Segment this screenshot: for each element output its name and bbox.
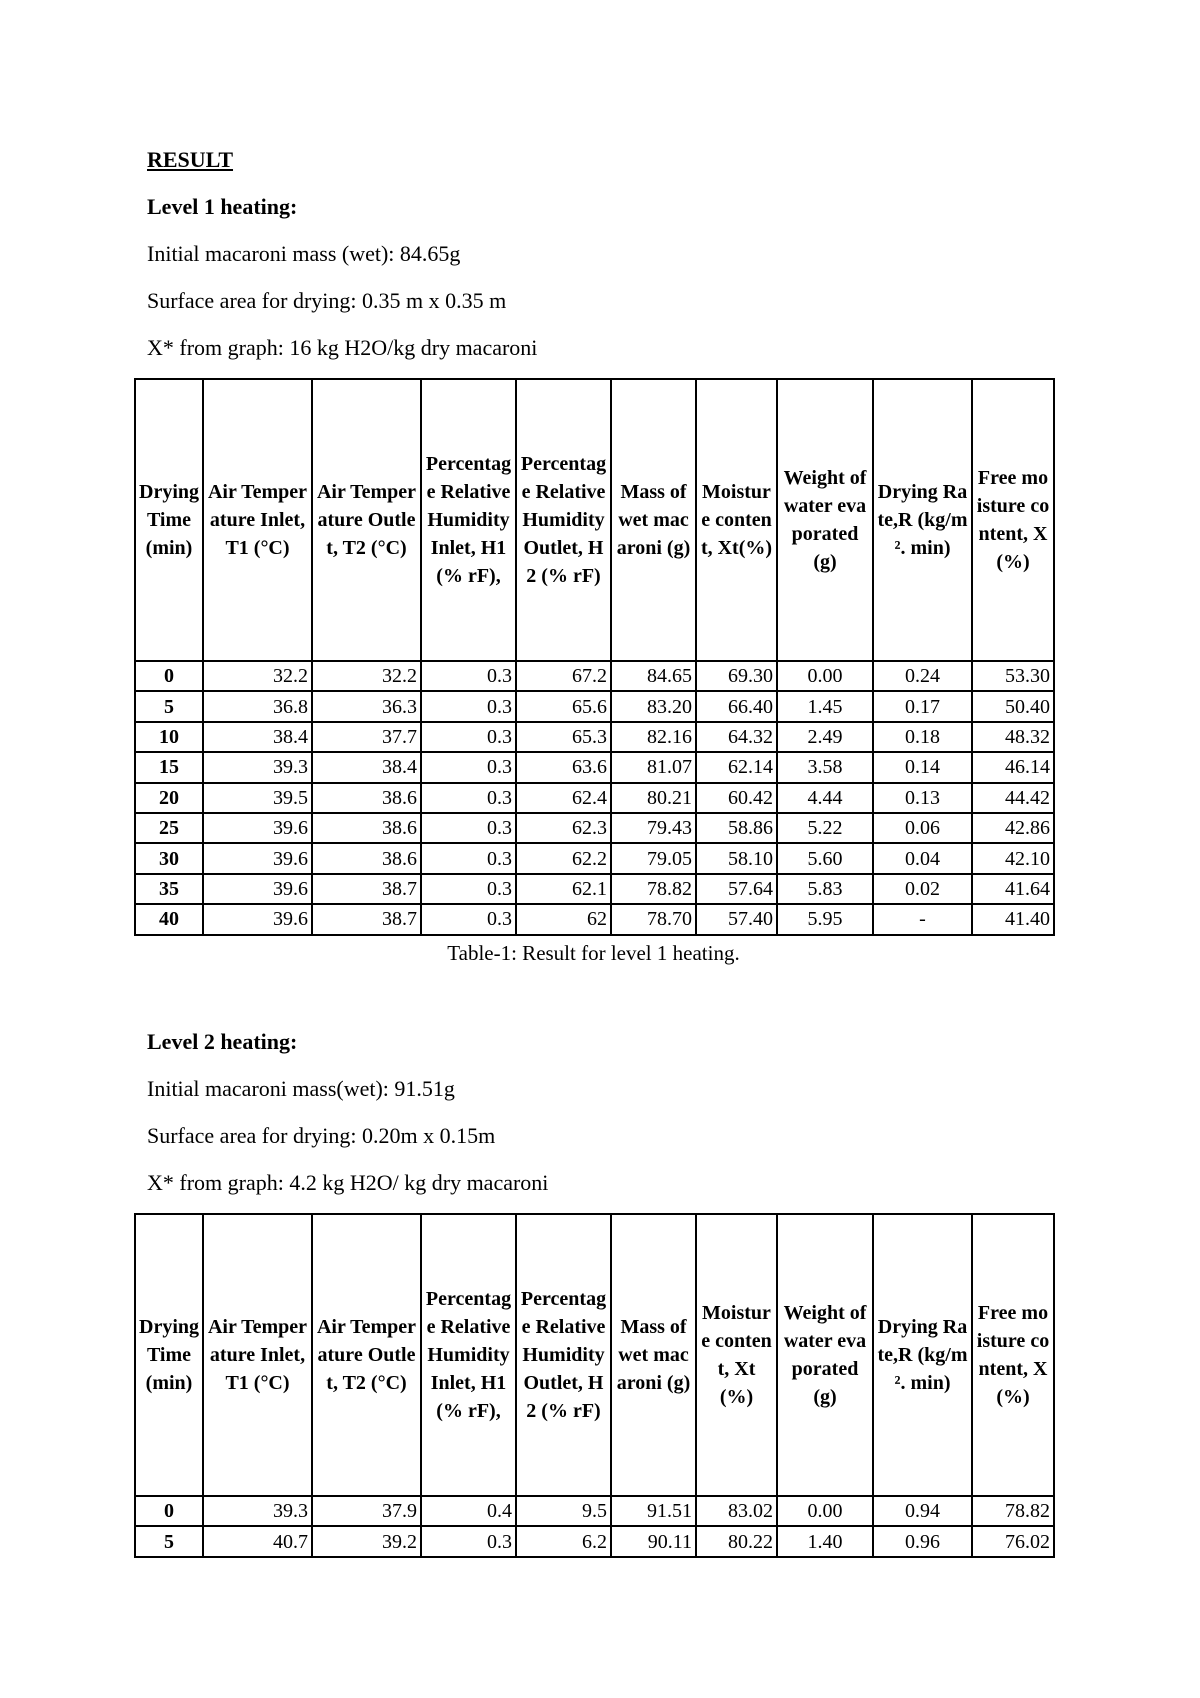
table-row (135, 783, 1054, 813)
col-humidity-outlet: Percentage Relative Humidity Outlet, H2 (% rF) (516, 1214, 611, 1496)
cell: 80.21 (611, 783, 696, 813)
cell: 41.64 (972, 874, 1054, 904)
cell: 5 (135, 691, 203, 721)
cell: 62 (516, 904, 611, 934)
cell: 0.04 (873, 843, 972, 873)
cell: 0.17 (873, 691, 972, 721)
cell: 3.58 (777, 752, 873, 782)
level2-surface-area: Surface area for drying: 0.20m x 0.15m (147, 1123, 496, 1148)
result-heading: RESULT (147, 147, 234, 172)
table-row (135, 661, 1054, 691)
table-header-row (135, 379, 1054, 661)
cell: 39.5 (203, 783, 312, 813)
cell: 42.86 (972, 813, 1054, 843)
col-air-temp-outlet: Air Temperature Outlet, T2 (°C) (312, 1214, 421, 1496)
cell: 0.3 (421, 722, 516, 752)
cell: 37.7 (312, 722, 421, 752)
cell: 40 (135, 904, 203, 934)
cell: 25 (135, 813, 203, 843)
cell: 58.10 (696, 843, 777, 873)
cell: 38.7 (312, 904, 421, 934)
cell: 39.6 (203, 843, 312, 873)
cell: 0.3 (421, 874, 516, 904)
cell: 0.3 (421, 1526, 516, 1556)
col-moisture-content: Moisture content, Xt (%) (696, 1214, 777, 1496)
cell: 65.3 (516, 722, 611, 752)
cell: 39.6 (203, 904, 312, 934)
cell: 62.14 (696, 752, 777, 782)
cell: 50.40 (972, 691, 1054, 721)
cell: 39.6 (203, 874, 312, 904)
cell: 38.7 (312, 874, 421, 904)
cell: 39.3 (203, 1496, 312, 1526)
cell: 64.32 (696, 722, 777, 752)
cell: 53.30 (972, 661, 1054, 691)
cell: 0.13 (873, 783, 972, 813)
cell: 79.05 (611, 843, 696, 873)
cell: 1.45 (777, 691, 873, 721)
level1-surface-area: Surface area for drying: 0.35 m x 0.35 m (147, 288, 507, 313)
col-drying-time: Drying Time (min) (135, 379, 203, 661)
table-row (135, 1526, 1054, 1556)
cell: 0.3 (421, 661, 516, 691)
level2-results-table (134, 1213, 1055, 1558)
cell: 0.00 (777, 661, 873, 691)
cell: 40.7 (203, 1526, 312, 1556)
cell: 57.40 (696, 904, 777, 934)
cell: 66.40 (696, 691, 777, 721)
cell: 0.00 (777, 1496, 873, 1526)
cell: 2.49 (777, 722, 873, 752)
cell: 44.42 (972, 783, 1054, 813)
cell: 0.3 (421, 783, 516, 813)
table-row (135, 1496, 1054, 1526)
cell: 5 (135, 1526, 203, 1556)
level2-initial-mass: Initial macaroni mass(wet): 91.51g (147, 1076, 455, 1101)
cell: 38.4 (312, 752, 421, 782)
col-air-temp-outlet: Air Temperature Outlet, T2 (°C) (312, 379, 421, 661)
cell: 48.32 (972, 722, 1054, 752)
col-drying-time: Drying Time (min) (135, 1214, 203, 1496)
col-water-evaporated: Weight of water evaporated (g) (777, 1214, 873, 1496)
cell: 78.82 (972, 1496, 1054, 1526)
cell: 0 (135, 1496, 203, 1526)
cell: 90.11 (611, 1526, 696, 1556)
cell: 81.07 (611, 752, 696, 782)
cell: 6.2 (516, 1526, 611, 1556)
cell: 1.40 (777, 1526, 873, 1556)
cell: 10 (135, 722, 203, 752)
cell: 84.65 (611, 661, 696, 691)
cell: 0.3 (421, 843, 516, 873)
level1-x-star: X* from graph: 16 kg H2O/kg dry macaroni (147, 335, 538, 360)
cell: 0.24 (873, 661, 972, 691)
col-humidity-inlet: Percentage Relative Humidity Inlet, H1 (% rF), (421, 379, 516, 661)
table-row (135, 904, 1054, 934)
cell: 0.3 (421, 752, 516, 782)
level1-title: Level 1 heating: (147, 194, 298, 219)
cell: 42.10 (972, 843, 1054, 873)
cell: 32.2 (312, 661, 421, 691)
cell: 78.82 (611, 874, 696, 904)
cell: 0.3 (421, 813, 516, 843)
cell: 62.1 (516, 874, 611, 904)
cell: 4.44 (777, 783, 873, 813)
cell: 38.6 (312, 843, 421, 873)
table-row (135, 722, 1054, 752)
table1-caption: Table-1: Result for level 1 heating. (447, 941, 740, 965)
cell: 0.3 (421, 904, 516, 934)
cell: 0.3 (421, 691, 516, 721)
level2-x-star: X* from graph: 4.2 kg H2O/ kg dry macaroni (147, 1170, 549, 1195)
cell: 30 (135, 843, 203, 873)
col-mass-wet: Mass of wet macaroni (g) (611, 1214, 696, 1496)
table-header-row (135, 1214, 1054, 1496)
cell: 9.5 (516, 1496, 611, 1526)
col-free-moisture: Free moisture content, X (%) (972, 1214, 1054, 1496)
cell: 79.43 (611, 813, 696, 843)
cell: 38.6 (312, 783, 421, 813)
cell: 62.4 (516, 783, 611, 813)
cell: 83.20 (611, 691, 696, 721)
cell: 5.22 (777, 813, 873, 843)
cell: 69.30 (696, 661, 777, 691)
col-drying-rate: Drying Rate,R (kg/m². min) (873, 1214, 972, 1496)
cell: 67.2 (516, 661, 611, 691)
cell: 38.6 (312, 813, 421, 843)
cell: 0.18 (873, 722, 972, 752)
cell: 15 (135, 752, 203, 782)
cell: 82.16 (611, 722, 696, 752)
cell: 35 (135, 874, 203, 904)
col-air-temp-inlet: Air Temperature Inlet, T1 (°C) (203, 379, 312, 661)
cell: 39.6 (203, 813, 312, 843)
table-row (135, 813, 1054, 843)
cell: 41.40 (972, 904, 1054, 934)
cell: 5.95 (777, 904, 873, 934)
cell: 65.6 (516, 691, 611, 721)
table-row (135, 752, 1054, 782)
cell: 5.83 (777, 874, 873, 904)
cell: 37.9 (312, 1496, 421, 1526)
cell: 78.70 (611, 904, 696, 934)
cell: 39.2 (312, 1526, 421, 1556)
cell: 20 (135, 783, 203, 813)
cell: 0.96 (873, 1526, 972, 1556)
col-drying-rate: Drying Rate,R (kg/m². min) (873, 379, 972, 661)
cell: 83.02 (696, 1496, 777, 1526)
cell: 0.02 (873, 874, 972, 904)
cell: 62.3 (516, 813, 611, 843)
cell: 39.3 (203, 752, 312, 782)
col-mass-wet: Mass of wet macaroni (g) (611, 379, 696, 661)
cell: 63.6 (516, 752, 611, 782)
cell: - (873, 904, 972, 934)
cell: 0.14 (873, 752, 972, 782)
col-free-moisture: Free moisture content, X (%) (972, 379, 1054, 661)
table-row (135, 874, 1054, 904)
col-water-evaporated: Weight of water evaporated (g) (777, 379, 873, 661)
col-moisture-content: Moisture content, Xt(%) (696, 379, 777, 661)
cell: 0.94 (873, 1496, 972, 1526)
table-row (135, 691, 1054, 721)
level1-initial-mass: Initial macaroni mass (wet): 84.65g (147, 241, 461, 266)
cell: 57.64 (696, 874, 777, 904)
cell: 36.3 (312, 691, 421, 721)
cell: 0 (135, 661, 203, 691)
col-humidity-inlet: Percentage Relative Humidity Inlet, H1 (% rF), (421, 1214, 516, 1496)
level1-results-table (134, 378, 1055, 936)
cell: 60.42 (696, 783, 777, 813)
cell: 62.2 (516, 843, 611, 873)
cell: 80.22 (696, 1526, 777, 1556)
cell: 36.8 (203, 691, 312, 721)
cell: 76.02 (972, 1526, 1054, 1556)
cell: 38.4 (203, 722, 312, 752)
cell: 58.86 (696, 813, 777, 843)
cell: 32.2 (203, 661, 312, 691)
col-air-temp-inlet: Air Temperature Inlet, T1 (°C) (203, 1214, 312, 1496)
col-humidity-outlet: Percentage Relative Humidity Outlet, H2 (% rF) (516, 379, 611, 661)
cell: 46.14 (972, 752, 1054, 782)
cell: 5.60 (777, 843, 873, 873)
cell: 0.06 (873, 813, 972, 843)
cell: 91.51 (611, 1496, 696, 1526)
level2-title: Level 2 heating: (147, 1029, 298, 1054)
table-row (135, 843, 1054, 873)
cell: 0.4 (421, 1496, 516, 1526)
